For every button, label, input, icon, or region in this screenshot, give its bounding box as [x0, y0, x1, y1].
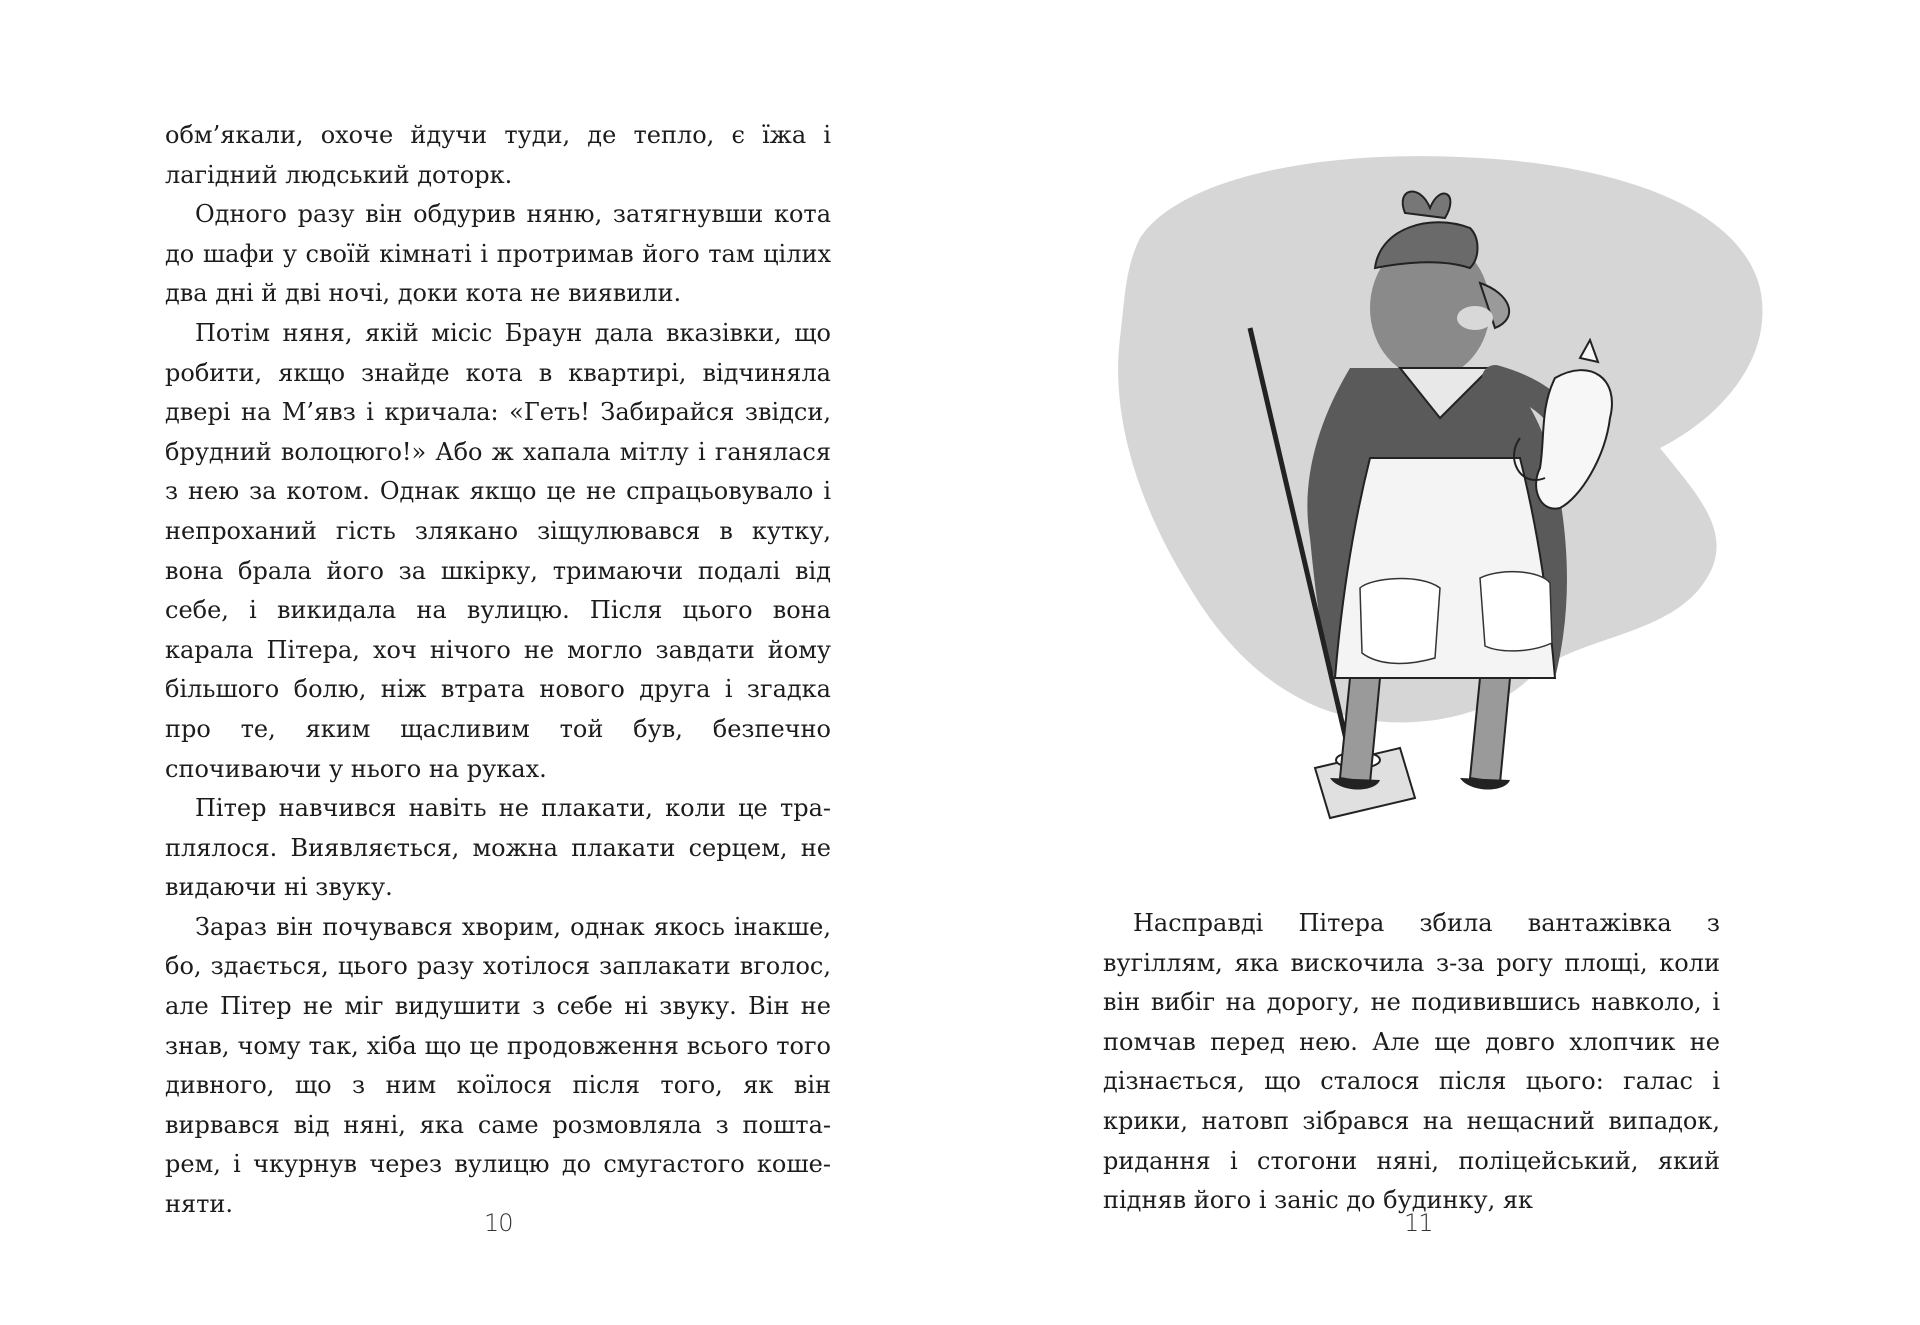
paragraph: Одного разу він обдурив няню, затягнувши кота до шафи у своїй кімнаті і протримав його там цілих два дні й дві ночі, доки кота не виявили.	[165, 200, 831, 308]
apron-pocket-left	[1360, 579, 1440, 664]
nanny-with-broom-and-cat-illustration	[1100, 118, 1770, 838]
left-page-text	[165, 116, 831, 1225]
apron-pocket-right	[1480, 572, 1552, 651]
paragraph: Пітер навчився навіть не плакати, коли це траплялося. Виявляється, можна плакати серцем, не видаючи ні звуку.	[165, 794, 831, 902]
paragraph: Зараз він почувався хворим, однак якось інакше, бо, здається, цього разу хотілося заплакати вголос, але Пітер не міг видушити з себе ні звуку. Він не знав, чому так, хіба що це продовження всього того дивного, що з ним коїлося після того, як він вирвався від няні, яка саме розмовляла з поштарем, і чкурнув через вулицю до смугастого кошеняти.	[165, 912, 831, 1219]
paragraph: Потім няня, якій місіс Браун дала вказівки, що робити, якщо знайде кота в квартирі, відчиняла двері на М’явз і кричала: «Геть! Забирайся звідси, брудний волоцюго!» Або ж хапала мітлу і ганялася з нею за котом. Однак якщо це не спрацьовувало і непроханий гість злякано зіщулювався в кутку, вона брала його за шкірку, тримаючи подалі від себе, і викидала на вулицю. Після цього вона карала Пітера, хоч нічого не могло завдати йому більшого болю, ніж втрата нового друга і згадка про те, яким щасливим той був, безпечно спочиваючи у нього на руках.	[165, 318, 831, 783]
cheek	[1457, 306, 1493, 330]
shoes	[1330, 778, 1510, 790]
right-page	[960, 0, 1920, 1325]
page-number-right: 11	[1404, 1209, 1433, 1237]
paragraph: обм’якали, охоче йдучи туди, де тепло, є їжа і лагідний людський доторк.	[165, 121, 831, 189]
paragraph: Насправді Пітера збила вантажівка з вугіллям, яка вискочила з-за рогу площі, коли він вибіг на дорогу, не подивившись навколо, і помчав перед нею. Але ще довго хлопчик не дізнається, що сталося після цього: галас і крики, натовп зібрався на нещасний випадок, ридання і стогони няні, поліцейський, який підняв його і заніс до будинку, як	[1103, 909, 1720, 1215]
right-page-text	[1103, 904, 1720, 1221]
page-number-left: 10	[484, 1209, 513, 1237]
